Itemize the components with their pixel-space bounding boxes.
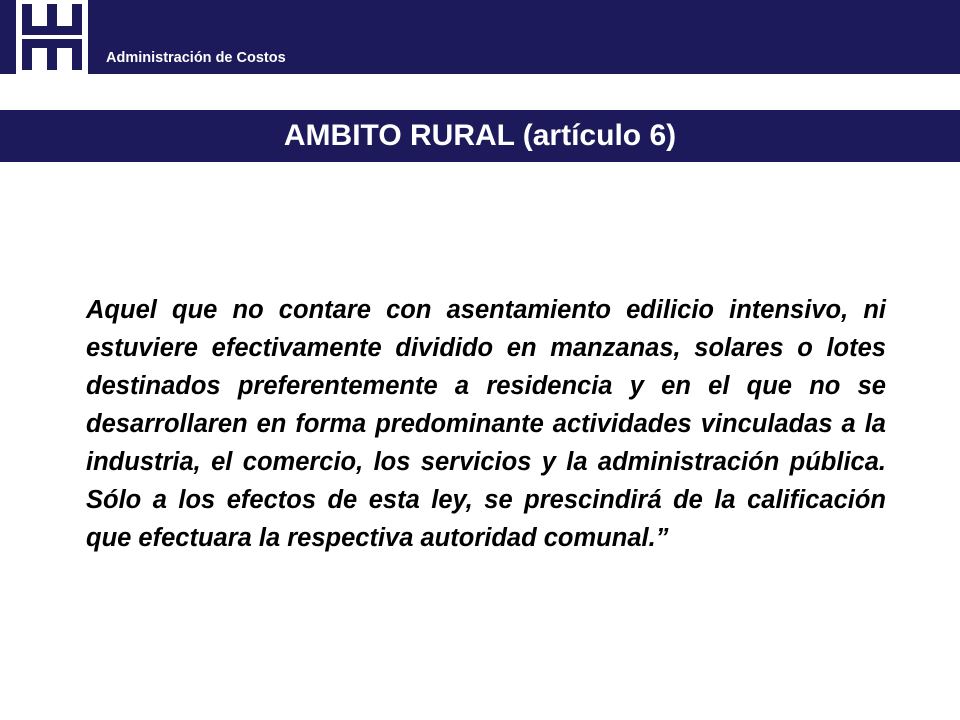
logo (16, 0, 88, 74)
course-title: Administración de Costos (106, 50, 286, 66)
slide-title-bar (0, 110, 960, 162)
header-bar (0, 0, 960, 74)
utn-logo-icon (20, 2, 84, 72)
body-paragraph: Aquel que no contare con asentamiento edilicio intensivo, ni estuviere efectivamente dividido en manzanas, solares o lotes destinados preferentemente a residencia y en el que no se desarrollaren en forma predominante actividades vinculadas a la industria, el comercio, los servicios y la administración pública. Sólo a los efectos de esta ley, se prescindirá de la calificación que efectuara la respectiva autoridad comunal.” (86, 296, 886, 552)
slide-title: AMBITO RURAL (artículo 6) (283, 119, 677, 152)
